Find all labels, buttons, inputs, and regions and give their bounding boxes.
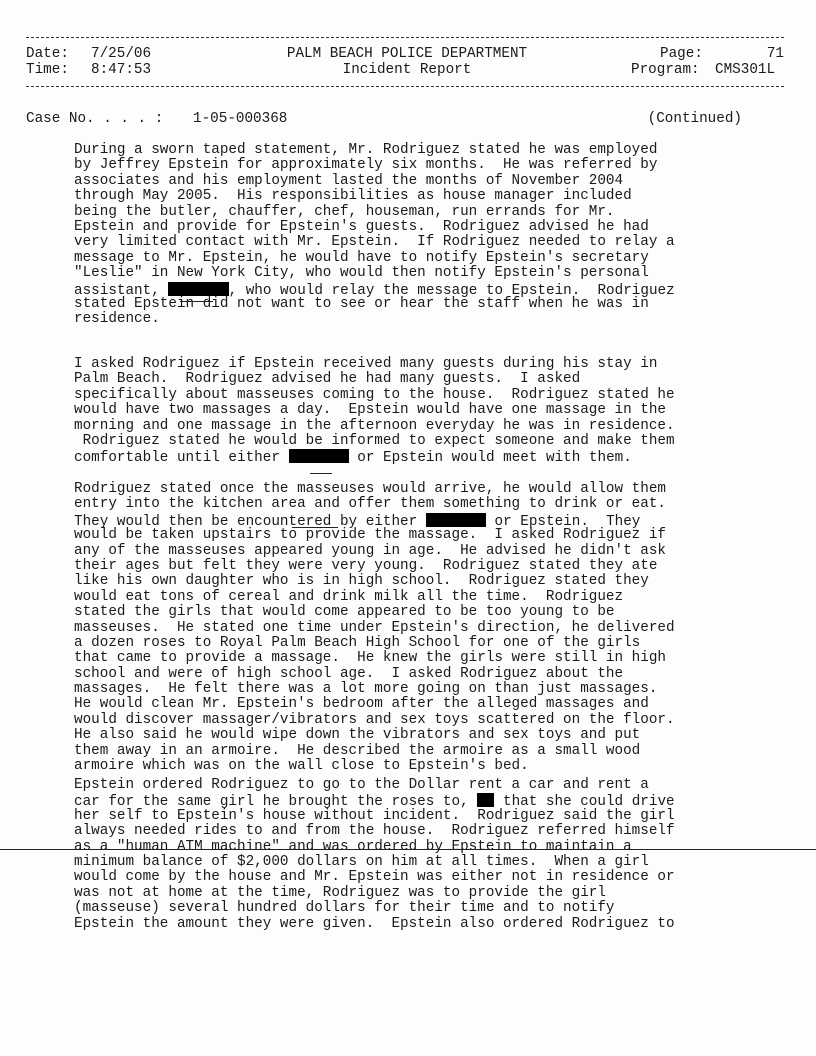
text-line [74, 855, 764, 870]
text-segment: or Epstein would meet with them. [348, 450, 632, 467]
paragraph [74, 482, 764, 774]
underline-mark [292, 527, 338, 528]
text-line [74, 297, 764, 312]
text-line [74, 174, 764, 189]
header-bottom-divider [26, 86, 784, 87]
text-line [74, 312, 764, 327]
text-line [74, 143, 764, 158]
text-line [74, 251, 764, 266]
text-segment: would have two massages a day. Epstein would have one massage in the [74, 402, 666, 419]
text-segment: (masseuse) several hundred dollars for their time and to notify [74, 900, 615, 917]
text-segment: comfortable until either [74, 450, 289, 467]
text-line [74, 682, 764, 697]
department-name: PALM BEACH POLICE DEPARTMENT [286, 46, 528, 62]
date-label: Date: [26, 46, 69, 62]
text-line [74, 372, 764, 387]
time-label: Time: [26, 62, 69, 78]
text-segment: or Epstein. They [485, 513, 641, 530]
case-label: Case No. . . . : [26, 111, 164, 127]
text-line [74, 528, 764, 543]
text-line [74, 590, 764, 605]
text-line [74, 901, 764, 916]
text-line [74, 282, 764, 297]
text-line [74, 759, 764, 774]
text-segment: masseuses. He stated one time under Epstein's direction, he delivered [74, 619, 675, 636]
text-segment: her self to Epstein's house without incident. Rodriguez said the girl [74, 807, 675, 824]
case-number: 1-05-000368 [193, 111, 288, 127]
text-line [74, 621, 764, 636]
text-line [74, 497, 764, 512]
text-segment: through May 2005. His responsibilities as house manager included [74, 188, 632, 205]
text-segment: He also said he would wipe down the vibrators and sex toys and put [74, 727, 641, 744]
text-line [74, 636, 764, 651]
report-type: Incident Report [342, 62, 472, 78]
underline-mark [310, 473, 332, 474]
text-line [74, 357, 764, 372]
paragraph [74, 778, 764, 932]
text-segment: residence. [74, 311, 160, 328]
text-segment: Epstein the amount they were given. Epstein also ordered Rodriguez to [74, 915, 675, 932]
text-segment: During a sworn taped statement, Mr. Rodriguez stated he was employed [74, 142, 658, 158]
text-segment: message to Mr. Epstein, he would have to notify Epstein's secretary [74, 249, 649, 266]
text-line [74, 824, 764, 839]
text-segment: "Leslie" in New York City, who would then notify Epstein's personal [74, 265, 649, 282]
text-line [74, 266, 764, 281]
text-segment: specifically about masseuses coming to the house. Rodriguez stated he [74, 386, 675, 403]
paragraph [74, 143, 764, 328]
text-segment: would discover massager/vibrators and sex toys scattered on the floor. [74, 711, 675, 728]
text-segment: armoire which was on the wall close to Epstein's bed. [74, 758, 529, 775]
text-segment: would eat tons of cereal and drink milk all the time. Rodriguez [74, 588, 624, 605]
text-segment: school and were of high school age. I asked Rodriguez about the [74, 665, 624, 682]
text-segment: as a "human ATM machine" and was ordered by Epstein to maintain a [74, 838, 632, 855]
text-segment: Palm Beach. Rodriguez advised he had many guests. I asked [74, 371, 581, 388]
text-segment: being the butler, chauffer, chef, houseman, run errands for Mr. [74, 203, 615, 220]
text-segment: , who would relay the message to Epstein. Rodriguez [228, 282, 675, 299]
text-line [74, 917, 764, 932]
text-line [74, 419, 764, 434]
program-code: CMS301L [715, 62, 776, 78]
text-segment: Rodriguez stated once the masseuses would arrive, he would allow them [74, 481, 666, 497]
redaction-block [289, 449, 349, 463]
text-segment: morning and one massage in the afternoon everyday he was in residence. [74, 417, 675, 434]
text-segment: would come by the house and Mr. Epstein was either not in residence or [74, 869, 675, 886]
text-line [74, 744, 764, 759]
text-segment: entry into the kitchen area and offer them something to drink or eat. [74, 496, 666, 513]
text-segment: very limited contact with Mr. Epstein. If Rodriguez needed to relay a [74, 234, 675, 251]
text-line [74, 205, 764, 220]
text-segment: their ages but felt they were very young. Rodriguez stated they ate [74, 557, 658, 574]
text-line [74, 886, 764, 901]
text-segment: massages. He felt there was a lot more going on than just massages. [74, 681, 658, 698]
text-line [74, 482, 764, 497]
text-segment: that she could drive [494, 794, 675, 811]
text-line [74, 158, 764, 173]
text-line [74, 559, 764, 574]
text-segment: minimum balance of $2,000 dollars on him at all times. When a girl [74, 853, 649, 870]
continued-marker: (Continued) [647, 111, 742, 127]
text-line [74, 513, 764, 528]
underline-mark [180, 301, 213, 302]
text-line [74, 235, 764, 250]
text-line [74, 574, 764, 589]
text-line [74, 697, 764, 712]
text-segment: stated Epstein did not want to see or hear the staff when he was in [74, 295, 649, 312]
text-segment: stated the girls that would come appeared to be too young to be [74, 604, 615, 621]
text-segment: associates and his employment lasted the months of November 2004 [74, 172, 624, 189]
redaction-block [426, 513, 486, 527]
paragraph [74, 357, 764, 465]
text-segment: them away in an armoire. He described the armoire as a small wood [74, 742, 641, 759]
text-segment: Rodriguez stated he would be informed to expect someone and make them [74, 432, 675, 449]
text-line [74, 651, 764, 666]
text-segment: like his own daughter who is in high school. Rodriguez stated they [74, 573, 649, 590]
redaction-block [168, 282, 228, 296]
text-line [74, 728, 764, 743]
text-segment: by Jeffrey Epstein for approximately six months. He was referred by [74, 157, 658, 174]
text-line [74, 778, 764, 793]
redaction-block [477, 793, 494, 807]
text-segment: Epstein ordered Rodriguez to go to the Dollar rent a car and rent a [74, 777, 649, 793]
text-segment: that came to provide a massage. He knew the girls were still in high [74, 650, 666, 667]
text-segment: a dozen roses to Royal Palm Beach High School for one of the girls [74, 634, 641, 651]
text-line [74, 220, 764, 235]
text-line [74, 434, 764, 449]
text-segment: I asked Rodriguez if Epstein received many guests during his stay in [74, 356, 658, 372]
text-segment: He would clean Mr. Epstein's bedroom after the alleged massages and [74, 696, 649, 713]
date-value: 7/25/06 [91, 46, 152, 62]
page-crease-line [0, 849, 816, 850]
text-segment: always needed rides to and from the house. Rodriguez referred himself [74, 823, 675, 840]
text-segment: was not at home at the time, Rodriguez was to provide the girl [74, 884, 606, 901]
text-segment: car for the same girl he brought the roses to, [74, 794, 478, 811]
text-segment: assistant, [74, 282, 169, 299]
page-number: 71 [766, 46, 784, 62]
text-segment: would be taken upstairs to provide the massage. I asked Rodriguez if [74, 527, 666, 544]
text-line [74, 449, 764, 467]
text-line [74, 388, 764, 403]
text-segment: any of the masseuses appeared young in age. He advised he didn't ask [74, 542, 666, 559]
text-line [74, 809, 764, 824]
text-line [74, 840, 764, 855]
text-segment: They would then be encountered by either [74, 513, 426, 530]
text-line [74, 403, 764, 418]
text-line [74, 544, 764, 559]
header-top-divider [26, 37, 784, 38]
text-line [74, 870, 764, 885]
text-segment: Epstein and provide for Epstein's guests. Rodriguez advised he had [74, 218, 649, 235]
text-line [74, 713, 764, 728]
text-line [74, 189, 764, 204]
text-line [74, 667, 764, 682]
page-label: Page: [660, 46, 703, 62]
text-line [74, 605, 764, 620]
program-label: Program: [631, 62, 700, 78]
text-line [74, 793, 764, 811]
time-value: 8:47:53 [91, 62, 152, 78]
